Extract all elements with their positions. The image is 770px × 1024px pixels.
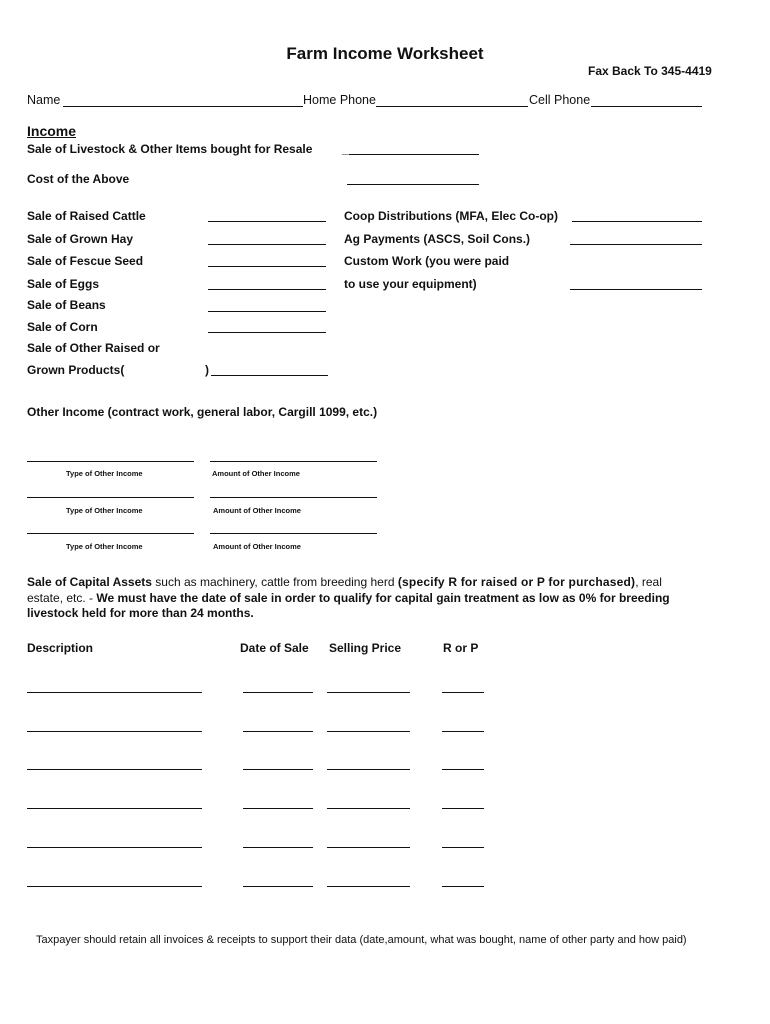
resale-field[interactable] — [349, 154, 479, 155]
capital-assets-specify: (specify R for raised or P for purchased) — [397, 575, 636, 589]
description-field[interactable] — [27, 692, 202, 693]
other-income-type-field-3[interactable] — [27, 533, 194, 534]
description-field[interactable] — [27, 808, 202, 809]
description-header: Description — [27, 641, 94, 655]
resale-label: Sale of Livestock & Other Items bought for Resale — [27, 142, 313, 156]
description-field[interactable] — [27, 886, 202, 887]
grown-hay-label: Sale of Grown Hay — [27, 232, 134, 246]
other-income-type-field-1[interactable] — [27, 461, 194, 462]
eggs-label: Sale of Eggs — [27, 277, 100, 291]
raised-cattle-label: Sale of Raised Cattle — [27, 209, 146, 223]
date-field[interactable] — [243, 692, 313, 693]
type-caption-1: Type of Other Income — [66, 469, 143, 478]
eggs-field[interactable] — [208, 289, 326, 290]
raised-cattle-field[interactable] — [208, 221, 326, 222]
name-field[interactable] — [63, 106, 303, 107]
footer-note: Taxpayer should retain all invoices & receipts to support their data (date,amount, what was bought, name of other party and how paid) — [36, 934, 687, 946]
corn-field[interactable] — [208, 332, 326, 333]
other-raised-label-2: Grown Products( — [27, 363, 125, 377]
income-heading: Income — [27, 123, 77, 139]
other-income-type-field-2[interactable] — [27, 497, 194, 498]
custom-work-label-1: Custom Work (you were paid — [344, 254, 510, 268]
corn-label: Sale of Corn — [27, 320, 98, 334]
date-field[interactable] — [243, 731, 313, 732]
amount-caption-3: Amount of Other Income — [213, 542, 301, 551]
beans-field[interactable] — [208, 311, 326, 312]
capital-assets-lead: Sale of Capital Assets — [27, 575, 152, 589]
coop-label: Coop Distributions (MFA, Elec Co-op) — [344, 209, 558, 223]
cell-phone-field[interactable] — [591, 106, 702, 107]
other-income-amount-field-2[interactable] — [210, 497, 377, 498]
price-field[interactable] — [327, 808, 410, 809]
type-caption-2: Type of Other Income — [66, 506, 143, 515]
fescue-seed-field[interactable] — [208, 266, 326, 267]
price-field[interactable] — [327, 731, 410, 732]
rp-field[interactable] — [442, 769, 484, 770]
custom-work-field[interactable] — [570, 289, 702, 290]
capital-assets-line2-bold: We must have the date of sale in order to qualify for capital gain treatment as low as 0% for breeding — [96, 591, 670, 605]
home-phone-field[interactable] — [376, 106, 528, 107]
rp-field[interactable] — [442, 731, 484, 732]
ag-payments-field[interactable] — [570, 244, 702, 245]
capital-assets-line-1 — [27, 575, 662, 589]
cost-label: Cost of the Above — [27, 172, 130, 186]
grown-hay-field[interactable] — [208, 244, 326, 245]
cost-field[interactable] — [347, 184, 479, 185]
capital-assets-line-3: livestock held for more than 24 months. — [27, 606, 254, 620]
resale-prefix: _ — [342, 142, 349, 156]
cell-phone-label: Cell Phone — [529, 93, 591, 107]
selling-price-header: Selling Price — [329, 641, 402, 655]
ag-payments-label: Ag Payments (ASCS, Soil Cons.) — [344, 232, 531, 246]
fax-back-text: Fax Back To 345-4419 — [588, 64, 712, 78]
other-raised-close: ) — [205, 363, 209, 377]
other-raised-label-1: Sale of Other Raised or — [27, 341, 160, 355]
description-field[interactable] — [27, 847, 202, 848]
date-field[interactable] — [243, 847, 313, 848]
r-or-p-header: R or P — [443, 641, 479, 655]
beans-label: Sale of Beans — [27, 298, 106, 312]
date-field[interactable] — [243, 769, 313, 770]
other-income-amount-field-1[interactable] — [210, 461, 377, 462]
capital-assets-line2-normal: estate, etc. - — [27, 591, 97, 605]
coop-field[interactable] — [572, 221, 702, 222]
fescue-seed-label: Sale of Fescue Seed — [27, 254, 144, 268]
other-income-amount-field-3[interactable] — [210, 533, 377, 534]
date-field[interactable] — [243, 808, 313, 809]
name-label: Name — [27, 93, 61, 107]
rp-field[interactable] — [442, 692, 484, 693]
price-field[interactable] — [327, 692, 410, 693]
description-field[interactable] — [27, 731, 202, 732]
other-raised-field[interactable] — [211, 375, 328, 376]
date-field[interactable] — [243, 886, 313, 887]
description-field[interactable] — [27, 769, 202, 770]
price-field[interactable] — [327, 886, 410, 887]
price-field[interactable] — [327, 847, 410, 848]
home-phone-label: Home Phone — [303, 93, 376, 107]
capital-assets-lead-normal: such as machinery, cattle from breeding herd — [151, 575, 398, 589]
rp-field[interactable] — [442, 847, 484, 848]
amount-caption-2: Amount of Other Income — [213, 506, 301, 515]
capital-assets-line-2 — [27, 591, 670, 605]
other-income-heading: Other Income (contract work, general labor, Cargill 1099, etc.) — [27, 405, 378, 419]
price-field[interactable] — [327, 769, 410, 770]
capital-assets-tail: , real — [635, 575, 662, 589]
type-caption-3: Type of Other Income — [66, 542, 143, 551]
date-of-sale-header: Date of Sale — [240, 641, 309, 655]
amount-caption-1: Amount of Other Income — [212, 469, 300, 478]
rp-field[interactable] — [442, 808, 484, 809]
rp-field[interactable] — [442, 886, 484, 887]
page-title: Farm Income Worksheet — [286, 44, 484, 63]
custom-work-label-2: to use your equipment) — [344, 277, 477, 291]
